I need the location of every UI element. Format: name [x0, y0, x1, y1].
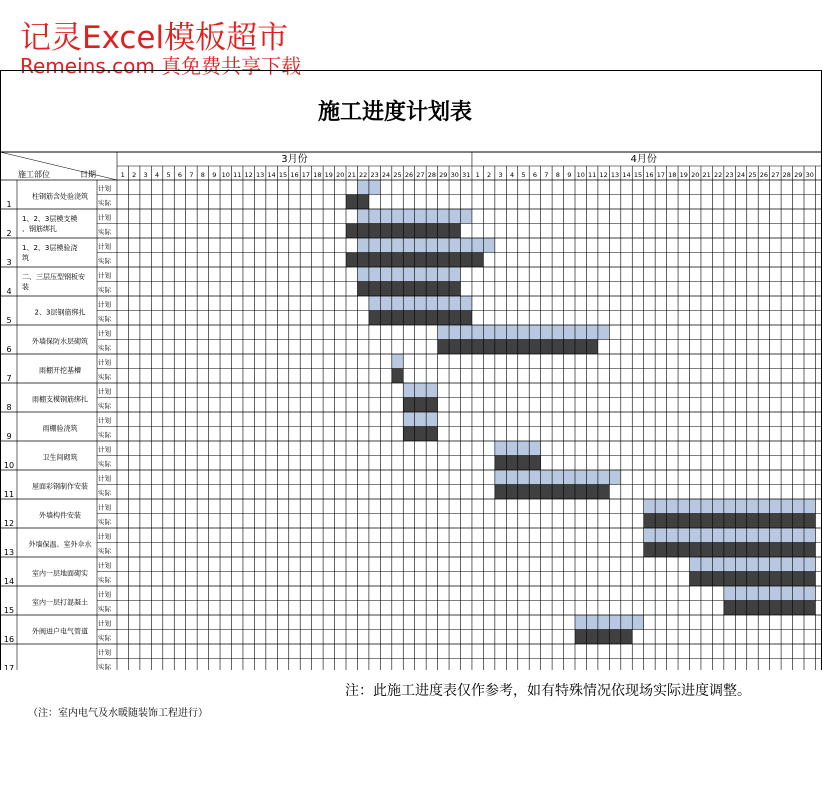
- plan-label: 计划: [98, 329, 111, 338]
- plan-label: 计划: [98, 242, 111, 251]
- day-number: 7: [189, 171, 194, 179]
- plan-bar: [644, 528, 816, 543]
- actual-label: 实际: [98, 460, 111, 468]
- plan-label: 计划: [98, 474, 111, 483]
- actual-bar: [403, 427, 437, 442]
- day-number: 24: [736, 171, 746, 179]
- day-number: 30: [450, 171, 459, 179]
- day-number: 5: [521, 171, 526, 179]
- day-number: 24: [381, 171, 391, 179]
- actual-label: 实际: [98, 547, 111, 555]
- actual-label: 实际: [98, 344, 111, 352]
- actual-label: 实际: [98, 228, 111, 236]
- plan-label: 计划: [98, 184, 111, 193]
- actual-label: 实际: [98, 257, 111, 265]
- day-number: 13: [255, 171, 265, 179]
- corner-right-label: 日期: [80, 170, 96, 179]
- disclaimer-note: 注：此施工进度表仅作参考，如有特殊情况依现场实际进度调整。: [345, 683, 751, 699]
- task-name-cont: 、钢筋绑扎: [22, 225, 57, 233]
- task-name: 室内一层打混凝土: [32, 598, 88, 607]
- actual-label: 实际: [98, 431, 111, 439]
- actual-label: 实际: [98, 402, 111, 410]
- plan-label: 计划: [98, 358, 111, 367]
- plan-bar: [438, 325, 610, 340]
- day-number: 20: [336, 171, 345, 179]
- day-number: 6: [177, 171, 183, 179]
- plan-label: 计划: [98, 561, 111, 570]
- task-number: 3: [6, 258, 12, 267]
- day-number: 15: [278, 171, 288, 179]
- day-number: 12: [599, 171, 608, 179]
- day-number: 14: [622, 171, 631, 179]
- day-number: 21: [347, 171, 356, 179]
- task-number: 15: [3, 606, 15, 615]
- actual-label: 实际: [98, 199, 111, 207]
- task-name: 雨棚支模钢筋绑扎: [32, 395, 88, 404]
- day-number: 27: [416, 171, 425, 179]
- task-name: 外墙保防水层砌筑: [32, 337, 88, 346]
- corner-left-label: 施工部位: [18, 170, 50, 179]
- day-number: 29: [794, 171, 803, 179]
- day-number: 1: [475, 171, 480, 179]
- day-number: 23: [725, 171, 734, 179]
- day-number: 17: [301, 171, 311, 179]
- plan-label: 计划: [98, 619, 111, 628]
- day-number: 26: [759, 171, 769, 179]
- plan-label: 计划: [98, 213, 111, 222]
- task-number: 13: [3, 548, 15, 557]
- plan-label: 计划: [98, 445, 111, 454]
- page-title: 施工进度计划表: [318, 99, 473, 125]
- task-number: 11: [3, 490, 15, 499]
- actual-label: 实际: [98, 634, 111, 642]
- actual-label: 实际: [98, 373, 111, 381]
- actual-bar: [369, 311, 472, 326]
- day-number: 3: [498, 171, 503, 179]
- plan-label: 计划: [98, 503, 111, 512]
- task-number: 14: [3, 577, 15, 586]
- day-number: 21: [702, 171, 711, 179]
- actual-label: 实际: [98, 315, 111, 323]
- actual-bar: [357, 282, 460, 297]
- day-number: 26: [404, 171, 414, 179]
- actual-label: 实际: [98, 286, 111, 294]
- task-number: 1: [6, 200, 12, 209]
- day-number: 19: [324, 171, 333, 179]
- day-number: 22: [713, 171, 723, 179]
- actual-label: 实际: [98, 489, 111, 497]
- watermark-title: 记灵Excel模板超市: [20, 20, 289, 56]
- task-number: 4: [6, 287, 12, 296]
- day-number: 6: [532, 171, 537, 179]
- task-name-cont: 筑: [22, 254, 29, 262]
- day-number: 29: [439, 171, 448, 179]
- day-number: 23: [370, 171, 379, 179]
- task-number: 9: [6, 432, 12, 441]
- task-number: 17: [3, 664, 15, 670]
- task-name: 1、2、3层模验浇: [22, 244, 78, 252]
- task-number: 2: [6, 229, 12, 238]
- day-number: 13: [610, 171, 620, 179]
- footer-note: （注：室内电气及水暖随装饰工程进行）: [28, 708, 208, 719]
- task-name: 雨棚验浇筑: [42, 424, 78, 433]
- month-label: 4月份: [630, 154, 657, 165]
- plan-bar: [495, 470, 621, 485]
- day-number: 10: [221, 171, 230, 179]
- day-number: 3: [143, 171, 148, 179]
- plan-label: 计划: [98, 648, 111, 657]
- task-number: 8: [6, 403, 12, 412]
- actual-bar: [644, 543, 816, 558]
- day-number: 14: [267, 171, 276, 179]
- task-name: 2、3层钢筋绑扎: [34, 308, 86, 317]
- day-number: 16: [290, 171, 299, 179]
- plan-bar: [644, 499, 816, 514]
- task-name: 外阀进户电气管道: [32, 627, 88, 636]
- task-name: 1、2、3层模支模: [22, 215, 78, 223]
- day-number: 8: [200, 171, 205, 179]
- day-number: 27: [771, 171, 780, 179]
- day-number: 15: [633, 171, 643, 179]
- task-name: 室内一层地面砌实: [32, 569, 88, 578]
- schedule-sheet: [0, 70, 822, 670]
- day-number: 12: [244, 171, 253, 179]
- day-number: 10: [576, 171, 585, 179]
- day-number: 31: [462, 171, 471, 179]
- day-number: 4: [509, 171, 515, 179]
- day-number: 28: [427, 171, 437, 179]
- task-name-cont: 装: [22, 283, 29, 291]
- plan-bar: [403, 412, 437, 427]
- day-number: 2: [487, 171, 492, 179]
- day-number: 30: [805, 171, 814, 179]
- day-number: 22: [359, 171, 368, 179]
- actual-label: 实际: [98, 663, 111, 670]
- day-number: 11: [588, 171, 597, 179]
- day-number: 5: [166, 171, 171, 179]
- plan-label: 计划: [98, 532, 111, 541]
- day-number: 9: [212, 171, 217, 179]
- day-number: 19: [679, 171, 688, 179]
- day-number: 25: [393, 171, 402, 179]
- task-name: 卫生间砌筑: [42, 453, 78, 462]
- plan-bar: [357, 267, 460, 282]
- task-name: 柱钢筋含处验浇筑: [32, 192, 88, 201]
- task-name: 二、三层压型钢板安: [22, 273, 85, 281]
- plan-label: 计划: [98, 416, 111, 425]
- task-number: 5: [6, 316, 12, 325]
- month-label: 3月份: [281, 154, 308, 165]
- day-number: 18: [313, 171, 322, 179]
- day-number: 28: [782, 171, 791, 179]
- task-name: 外墙构件安装: [39, 511, 81, 520]
- day-number: 8: [555, 171, 560, 179]
- plan-label: 计划: [98, 300, 111, 309]
- actual-label: 实际: [98, 576, 111, 584]
- plan-bar: [392, 354, 403, 369]
- watermark-subtitle: Remeins.com 真免费共享下载: [20, 54, 302, 78]
- plan-label: 计划: [98, 271, 111, 280]
- plan-bar: [369, 296, 472, 311]
- task-number: 7: [6, 374, 12, 383]
- day-number: 18: [668, 171, 677, 179]
- actual-label: 实际: [98, 518, 111, 526]
- task-number: 10: [3, 461, 15, 470]
- actual-bar: [403, 398, 437, 413]
- day-number: 1: [120, 171, 125, 179]
- actual-bar: [690, 572, 816, 587]
- day-number: 7: [544, 171, 549, 179]
- day-number: 17: [656, 171, 666, 179]
- day-number: 16: [645, 171, 654, 179]
- actual-bar: [392, 369, 403, 384]
- task-number: 16: [3, 635, 15, 644]
- plan-bar: [690, 557, 816, 572]
- task-name: 雨棚开挖基槽: [39, 366, 81, 375]
- day-number: 4: [155, 171, 160, 179]
- task-number: 6: [6, 345, 12, 354]
- task-name: 外墙保温、室外伞水: [28, 540, 92, 549]
- task-name: 屋面彩钢制作安装: [32, 482, 88, 491]
- actual-label: 实际: [98, 605, 111, 613]
- actual-bar: [644, 514, 816, 529]
- day-number: 20: [691, 171, 700, 179]
- plan-label: 计划: [98, 590, 111, 599]
- plan-bar: [403, 383, 437, 398]
- day-number: 11: [233, 171, 242, 179]
- day-number: 25: [748, 171, 757, 179]
- day-number: 9: [567, 171, 572, 179]
- plan-label: 计划: [98, 387, 111, 396]
- day-number: 2: [132, 171, 137, 179]
- actual-bar: [575, 630, 632, 645]
- task-number: 12: [3, 519, 15, 528]
